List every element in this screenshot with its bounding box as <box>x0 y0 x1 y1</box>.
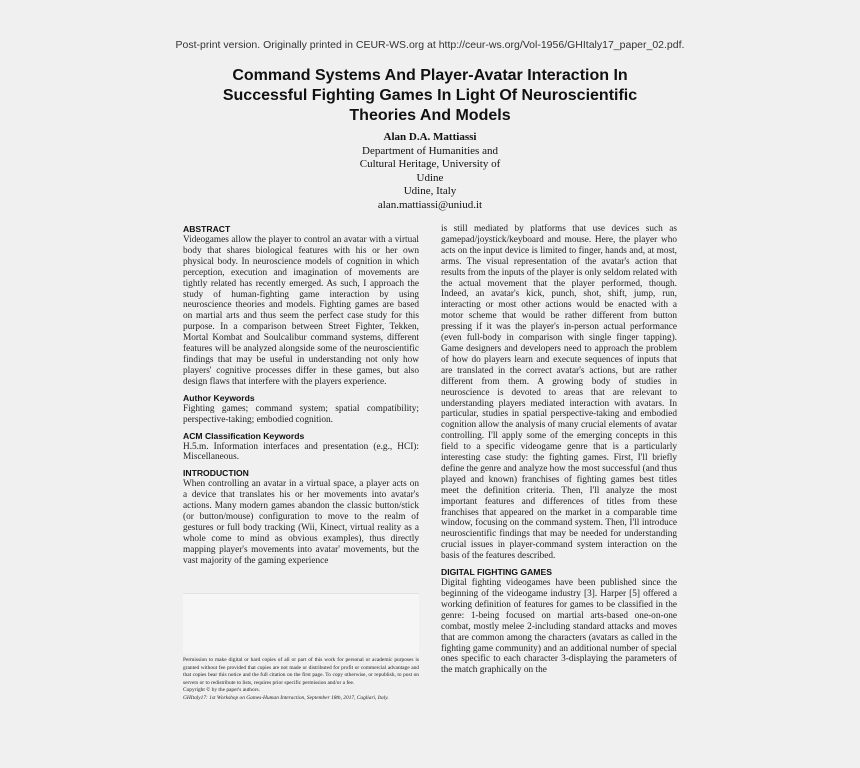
abstract-text: Videogames allow the player to control an avatar with a virtual body that shares biological features with his or her own physical body. In neuroscience models of cognition in which perception, execution and imagination of movements are tightly related has recently emerged. As such, I approach the study of human-fighting game interaction by using neuroscience theories and models. Fighting games are based on martial arts and thus seem the perfect case study for this purpose. In a comparison between Street Fighter, Tekken, Mortal Kombat and Soulcalibur command systems, different features will be analyzed alongside some of the neuroscientific findings that may be useful in understanding not only how players' cognitive processes differ in these games, but also design flaws that interfere with the players experience. <box>183 235 419 387</box>
author-name: Alan D.A. Mattiassi <box>383 131 477 143</box>
permission-text: Permission to make digital or hard copies of all or part of this work for personal or academic purposes is granted without fee provided that copies are not made or distributed for profit or commercial advantage and that copies bear this notice and the full citation on the first page. To copy otherwise, or republish, to post on servers or to redistribute to lists, requires prior specific permission and/or a fee. <box>183 657 419 686</box>
right-column <box>441 224 677 676</box>
author-email: alan.mattiassi@uniud.it <box>377 198 483 211</box>
title-line: Successful Fighting Games In Light Of Neuroscientific <box>222 87 638 104</box>
permission-notice <box>183 657 419 703</box>
title-line: Theories And Models <box>349 107 511 124</box>
preprint-note: Post-print version. Originally printed in CEUR-WS.org at http://ceur-ws.org/Vol-1956/GHItaly17_paper_02.pdf. <box>175 39 685 51</box>
left-column <box>183 224 419 567</box>
affiliation-line: Department of Humanities and <box>362 144 498 157</box>
abstract-heading: ABSTRACT <box>183 224 231 234</box>
digital-fighting-games-heading: DIGITAL FIGHTING GAMES <box>441 567 552 578</box>
paper-title <box>170 66 690 126</box>
affiliation-line: Udine <box>416 171 444 184</box>
acm-classification-heading: ACM Classification Keywords <box>183 430 305 441</box>
affiliation-line: Udine, Italy <box>403 185 457 198</box>
title-line: Command Systems And Player-Avatar Interaction In <box>232 67 628 84</box>
affiliation-line: Cultural Heritage, University of <box>359 158 501 171</box>
introduction-heading: INTRODUCTION <box>183 468 249 479</box>
workshop-line: GHItaly17: 1st Workshop on Games-Human Interaction, September 18th, 2017, Cagliari, Italy. <box>183 694 389 701</box>
introduction-continuation: is still mediated by platforms that use devices such as gamepad/joystick/keyboard and mouse. Here, the player who acts on the input device is limited to finger, hands and, at most, arms. The visual representation of the avatar's action that results from the inputs of the player is only seldom related with the actual movement that the player performed, though. Indeed, an avatar's kick, punch, shot, shift, jump, run, interacting or most other actions would be enacted with a motor scheme that would be rather different from button pressing if it was the player's in-person actual performance (even full-body in comparison with single finger tapping). Game designers and developers need to approach the problem of how do players learn and execute sequences of inputs that are translated in the correct avatar's actions, but are rather different from them. A growing body of studies in neuroscience is devoted to areas that are relevant to understanding players mediated interaction with avatars. In particular, studies in spatial perspective-taking and embodied cognition allow the analysis of many crucial elements of avatar controlling. I'll apply some of the emerging concepts in this field to a specific videogame genre that is a particularly interesting case study: the fighting games. First, I'll briefly define the genre and analyze how the most successful (and thus played and known) franchises of fighting games best titles meet the definition criteria. Then, I'll analyze the most important features and differences of titles from these franchises that appeared on the market in a comparable time window, focusing on the command system. Then, I'll introduce neuroscientific findings that may be needed for understanding crucial issues in player-command system interaction on the basis of the features described. <box>441 224 677 562</box>
digital-fighting-games-text: Digital fighting videogames have been published since the beginning of the videogame industry [3]. Harper [5] offered a working definition of features for games to be classified in the genre: 1-being focused on martial arts-based one-on-one combat, mostly melee 2-including standard attacks and moves that are common among the characters (avatars as called in the fighting game community) and an additional number of special ones specific to each character 3-displaying the parameters of the match graphically on the <box>441 578 677 676</box>
author-keywords-text: Fighting games; command system; spatial compatibility; perspective-taking; embodied cognition. <box>183 403 419 425</box>
author-keywords-heading: Author Keywords <box>183 392 255 403</box>
acm-classification-text: H.5.m. Information interfaces and presentation (e.g., HCI): Miscellaneous. <box>183 441 419 463</box>
copyright-line: Copyright © by the paper's authors. <box>183 687 260 694</box>
introduction-text: When controlling an avatar in a virtual space, a player acts on a device that translates his or her movements into avatar's actions. Many modern games abandon the classic button/stick (or button/mouse) configuration to move to the realm of gestures or full body tracking (Wii, Kinect, virtual reality as a whole come to mind as obvious examples), thus directly mapping player's movements into avatar' movements, but the vast majority of the gaming experience <box>183 479 419 566</box>
author-block <box>280 131 580 213</box>
copyright-space <box>183 593 419 654</box>
